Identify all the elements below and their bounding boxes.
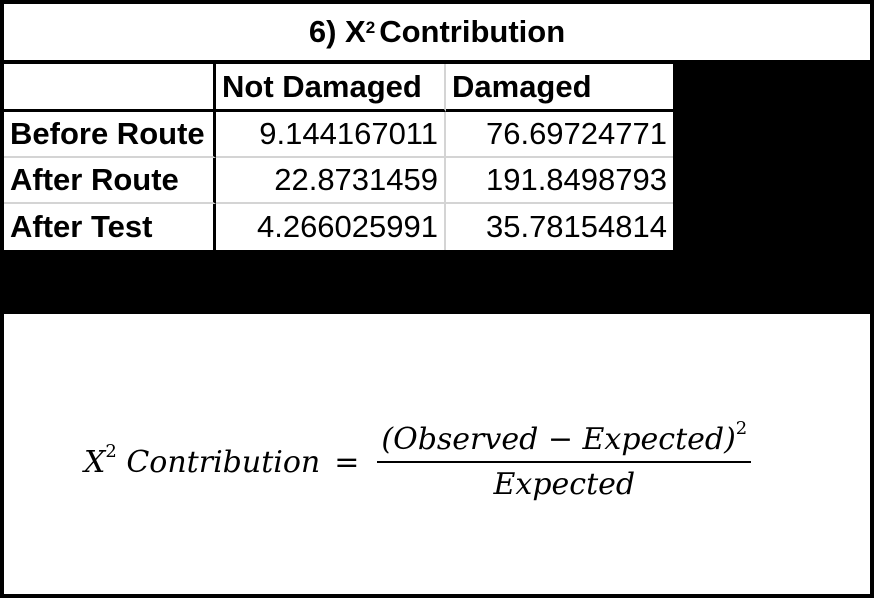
table-row bbox=[4, 158, 673, 204]
table-row bbox=[4, 204, 673, 250]
formula-lhs-text: Contribution bbox=[116, 444, 321, 480]
formula-lhs-variable: X bbox=[84, 444, 106, 480]
formula-fraction bbox=[377, 418, 751, 502]
header-corner-cell bbox=[4, 64, 216, 112]
formula-equals: = bbox=[334, 444, 360, 480]
formula-numerator-text: (Observed − Expected) bbox=[381, 422, 736, 457]
header-not-damaged: Not Damaged bbox=[216, 64, 446, 112]
table-row bbox=[4, 112, 673, 158]
contribution-formula bbox=[84, 418, 751, 502]
cell-not-damaged: 9.144167011 bbox=[216, 112, 446, 158]
cell-damaged: 35.78154814 bbox=[446, 204, 673, 250]
cell-damaged: 191.8498793 bbox=[446, 158, 673, 204]
row-label: After Route bbox=[4, 158, 216, 204]
header-damaged: Damaged bbox=[446, 64, 673, 112]
formula-lhs-exponent: 2 bbox=[105, 440, 117, 462]
cell-damaged: 76.69724771 bbox=[446, 112, 673, 158]
row-label: After Test bbox=[4, 204, 216, 250]
formula-numerator-exponent: 2 bbox=[735, 418, 748, 439]
title-prefix: 6) X bbox=[308, 14, 366, 49]
cell-not-damaged: 4.266025991 bbox=[216, 204, 446, 250]
formula-denominator: Expected bbox=[493, 467, 636, 502]
table-header-row bbox=[4, 64, 673, 112]
formula-box bbox=[4, 314, 870, 594]
title-suffix: Contribution bbox=[379, 14, 566, 49]
formula-lhs bbox=[84, 440, 321, 480]
row-label: Before Route bbox=[4, 112, 216, 158]
contribution-table bbox=[4, 64, 673, 250]
cell-not-damaged: 22.8731459 bbox=[216, 158, 446, 204]
table-title bbox=[4, 4, 870, 60]
title-superscript: 2 bbox=[365, 18, 376, 37]
formula-numerator bbox=[377, 418, 751, 461]
